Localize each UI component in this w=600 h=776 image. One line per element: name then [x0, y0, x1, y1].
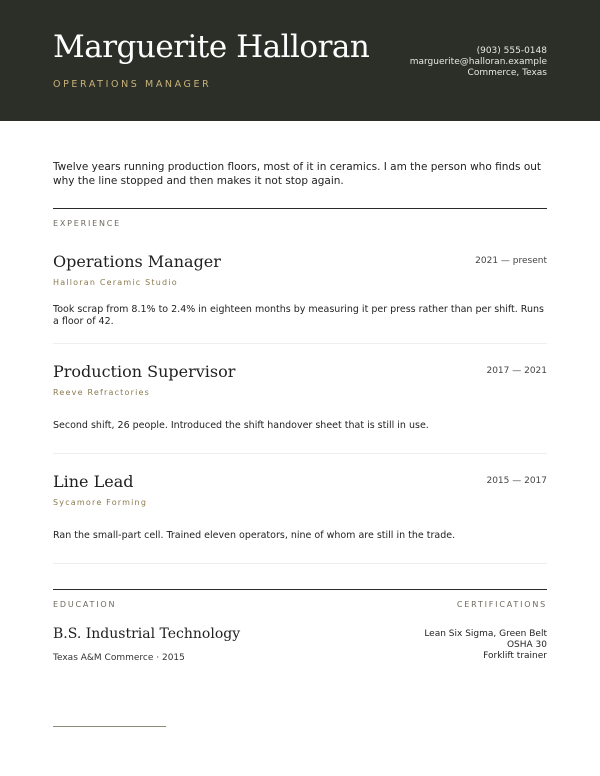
job-dates: 2021 — present — [475, 256, 547, 266]
contact-email: marguerite@halloran.example — [409, 57, 547, 67]
education-label: EDUCATION — [53, 600, 117, 609]
job-company: Reeve Refractories — [53, 388, 151, 397]
job-dates: 2017 — 2021 — [486, 366, 547, 376]
job-dates: 2015 — 2017 — [486, 476, 547, 486]
certification-item: Lean Six Sigma, Green Belt — [424, 629, 547, 639]
job-description: Second shift, 26 people. Introduced the shift handover sheet that is still in use. — [53, 420, 429, 431]
job-description: Ran the small-part cell. Trained eleven operators, nine of whom are still in the trade. — [53, 530, 456, 541]
job-divider — [53, 343, 547, 344]
degree-title: B.S. Industrial Technology — [53, 626, 241, 642]
certification-item: OSHA 30 — [506, 640, 547, 650]
resume-header — [0, 0, 600, 121]
job-title: Line Lead — [53, 472, 134, 491]
job-company: Sycamore Forming — [53, 498, 148, 507]
contact-phone: (903) 555-0148 — [476, 46, 547, 56]
candidate-name: Marguerite Halloran — [53, 29, 370, 65]
job-divider — [53, 453, 547, 454]
job-description: Took scrap from 8.1% to 2.4% in eighteen months by measuring it per press rather than per shift. Runs a floor of 42. — [53, 304, 544, 327]
experience-label: EXPERIENCE — [53, 219, 122, 228]
certifications-list — [424, 629, 547, 662]
certification-item: Forklift trainer — [483, 651, 547, 661]
section-divider — [53, 208, 547, 209]
footer-accent-rule — [53, 726, 166, 727]
candidate-role: OPERATIONS MANAGER — [53, 79, 212, 90]
certifications-label: CERTIFICATIONS — [456, 600, 547, 609]
contact-block — [410, 46, 547, 79]
job-divider — [53, 563, 547, 564]
job-company: Halloran Ceramic Studio — [53, 278, 178, 287]
section-divider — [53, 589, 547, 590]
contact-location: Commerce, Texas — [467, 68, 547, 78]
job-title: Production Supervisor — [53, 362, 236, 381]
job-title: Operations Manager — [53, 252, 221, 271]
summary-text: Twelve years running production floors, most of it in ceramics. I am the person who finds out why the line stopped and then makes it not stop again. — [53, 161, 542, 187]
school-name: Texas A&M Commerce · 2015 — [53, 653, 185, 663]
